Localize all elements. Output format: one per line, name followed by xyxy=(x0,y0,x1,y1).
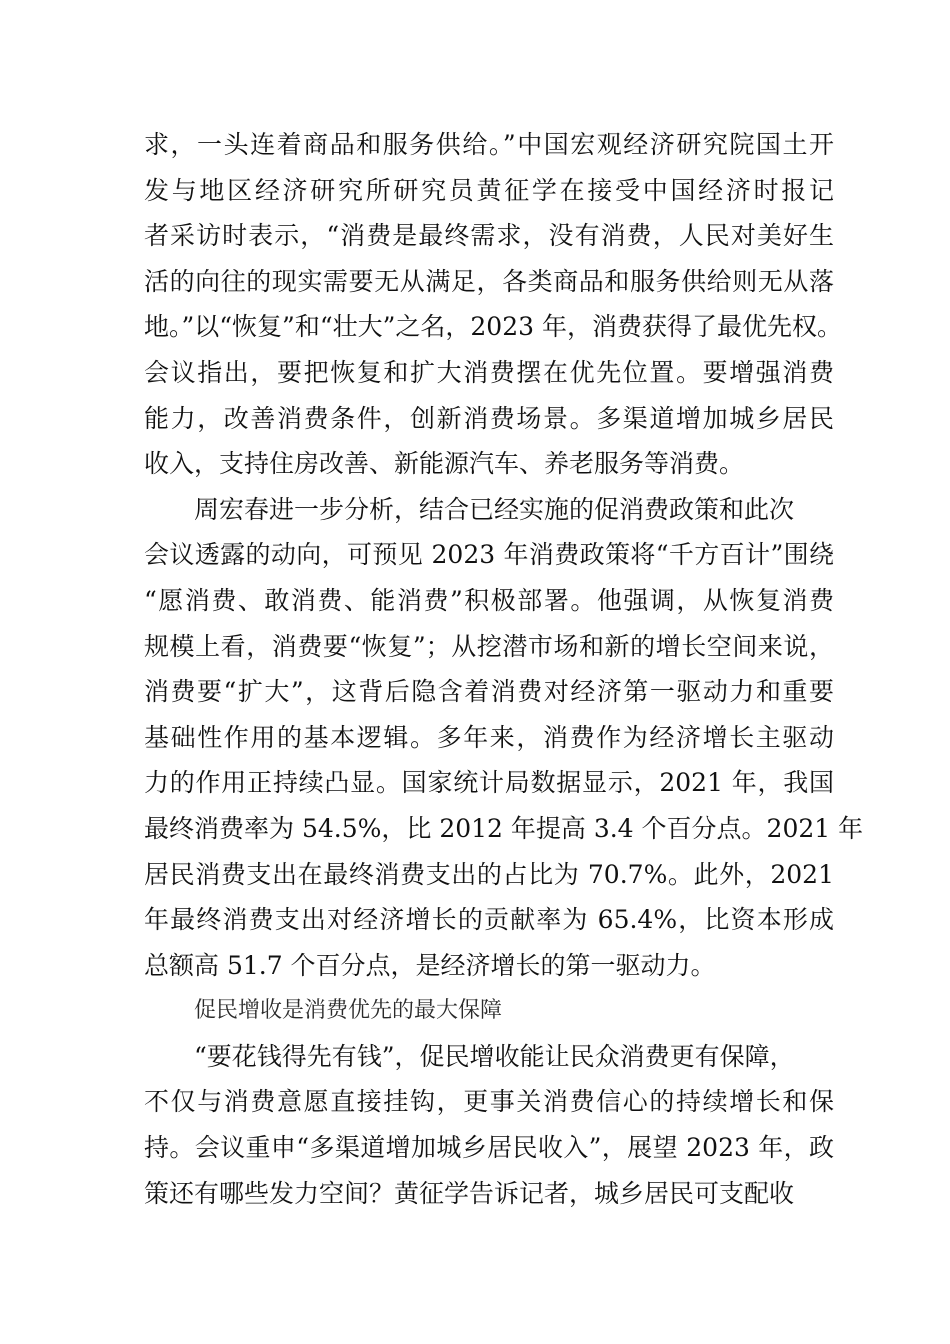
text-line: “要花钱得先有钱”，促民增收能让民众消费更有保障， xyxy=(194,1041,795,1071)
text-line: 年最终消费支出对经济增长的贡献率为 65.4%，比资本形成 xyxy=(144,905,834,935)
text-line: 求，一头连着商品和服务供给。”中国宏观经济研究院国土开 xyxy=(144,130,834,159)
text-line: 基础性作用的基本逻辑。多年来，消费作为经济增长主驱动 xyxy=(144,722,834,752)
text-line: 不仅与消费意愿直接挂钩，更事关消费信心的持续增长和保 xyxy=(144,1087,834,1117)
text-line: 总额高 51.7 个百分点，是经济增长的第一驱动力。 xyxy=(144,950,716,980)
text-line: 活的向往的现实需要无从满足，各类商品和服务供给则无从落 xyxy=(144,266,834,296)
text-line: 收入，支持住房改善、新能源汽车、养老服务等消费。 xyxy=(144,449,745,479)
section-heading: 促民增收是消费优先的最大保障 xyxy=(194,998,503,1024)
text-line: 力的作用正持续凸显。国家统计局数据显示，2021 年，我国 xyxy=(144,768,834,798)
text-line: “愿消费、敢消费、能消费”积极部署。他强调，从恢复消费 xyxy=(144,585,834,615)
article-body xyxy=(144,122,864,1216)
text-line: 策还有哪些发力空间？黄征学告诉记者，城乡居民可支配收 xyxy=(144,1178,795,1208)
text-line: 居民消费支出在最终消费支出的占比为 70.7%。此外，2021 xyxy=(144,859,834,889)
text-line: 持。会议重申“多渠道增加城乡居民收入”，展望 2023 年，政 xyxy=(144,1133,834,1163)
text-line: 最终消费率为 54.5%，比 2012 年提高 3.4 个百分点。2021 年 xyxy=(144,813,864,843)
text-line: 周宏春进一步分析，结合已经实施的促消费政策和此次 xyxy=(194,494,795,524)
text-line: 能力，改善消费条件，创新消费场景。多渠道增加城乡居民 xyxy=(144,403,834,433)
text-line: 消费要“扩大”，这背后隐含着消费对经济第一驱动力和重要 xyxy=(144,677,834,707)
text-line: 规模上看，消费要“恢复”；从挖潜市场和新的增长空间来说， xyxy=(144,631,834,661)
text-line: 者采访时表示，“消费是最终需求，没有消费，人民对美好生 xyxy=(144,221,834,251)
text-line: 会议透露的动向，可预见 2023 年消费政策将“千方百计”围绕 xyxy=(144,540,834,570)
text-line: 发与地区经济研究所研究员黄征学在接受中国经济时报记 xyxy=(144,175,834,205)
text-line: 地。”以“恢复”和“壮大”之名，2023 年，消费获得了最优先权。 xyxy=(144,312,842,342)
text-line: 会议指出，要把恢复和扩大消费摆在优先位置。要增强消费 xyxy=(144,357,834,387)
